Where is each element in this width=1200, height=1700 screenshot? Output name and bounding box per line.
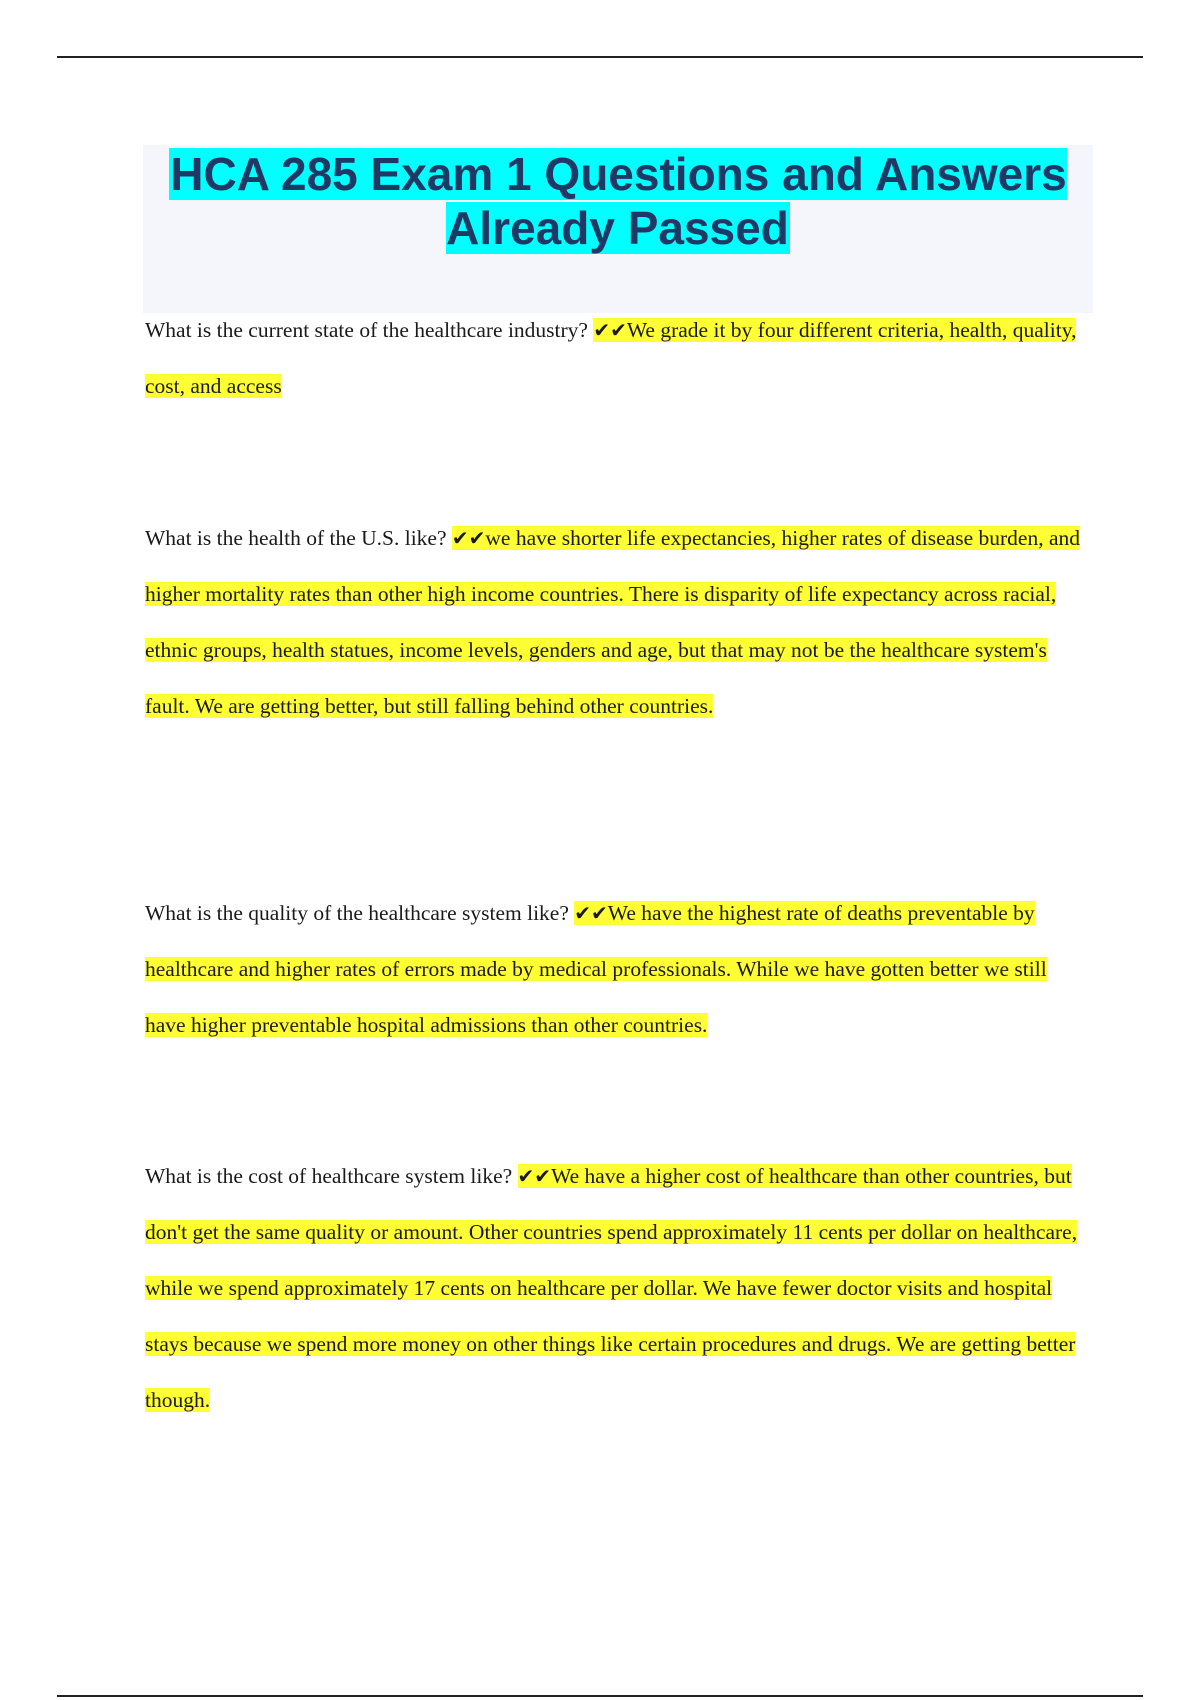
qa-item — [145, 510, 1085, 734]
question-text: What is the quality of the healthcare system like? — [145, 901, 569, 925]
qa-item — [145, 302, 1085, 414]
page-title — [143, 145, 1093, 255]
check-icon: ✔✔ — [574, 901, 608, 925]
answer-text: we have shorter life expectancies, higher rates of disease burden, and higher mortality rates than other high income countries. There is disparity of life expectancy across racial, ethnic groups, health statues, income levels, genders and age, but that may not be the healthcare system's fault. We are getting better, but still falling behind other countries. — [145, 526, 1080, 718]
answer-text: We grade it by four different criteria, health, quality, cost, and access — [145, 318, 1077, 398]
check-icon: ✔✔ — [451, 526, 486, 550]
check-icon: ✔✔ — [517, 1164, 552, 1188]
bottom-rule — [57, 1695, 1143, 1697]
check-icon: ✔✔ — [593, 318, 627, 342]
answer-highlight — [145, 1164, 1077, 1412]
title-block — [143, 145, 1093, 313]
qa-item — [145, 1148, 1085, 1428]
answer-text: We have a higher cost of healthcare than other countries, but don't get the same quality or amount. Other countries spend approximately 11 cents per dollar on healthcare, while we spend approximately 17 cents on healthcare per dollar. We have fewer doctor visits and hospital stays because we spend more money on other things like certain procedures and drugs. We are getting better though. — [145, 1164, 1078, 1412]
answer-highlight — [145, 526, 1080, 718]
top-rule — [57, 56, 1143, 58]
question-text: What is the cost of healthcare system like? — [145, 1164, 513, 1188]
qa-item — [145, 885, 1085, 1053]
question-text: What is the health of the U.S. like? — [145, 526, 447, 550]
answer-text: We have the highest rate of deaths preventable by healthcare and higher rates of errors made by medical professionals. While we have gotten better we still have higher preventable hospital admissions than other countries. — [145, 901, 1047, 1037]
question-text: What is the current state of the healthcare industry? — [145, 318, 588, 342]
title-text: HCA 285 Exam 1 Questions and Answers Already Passed — [170, 148, 1067, 254]
